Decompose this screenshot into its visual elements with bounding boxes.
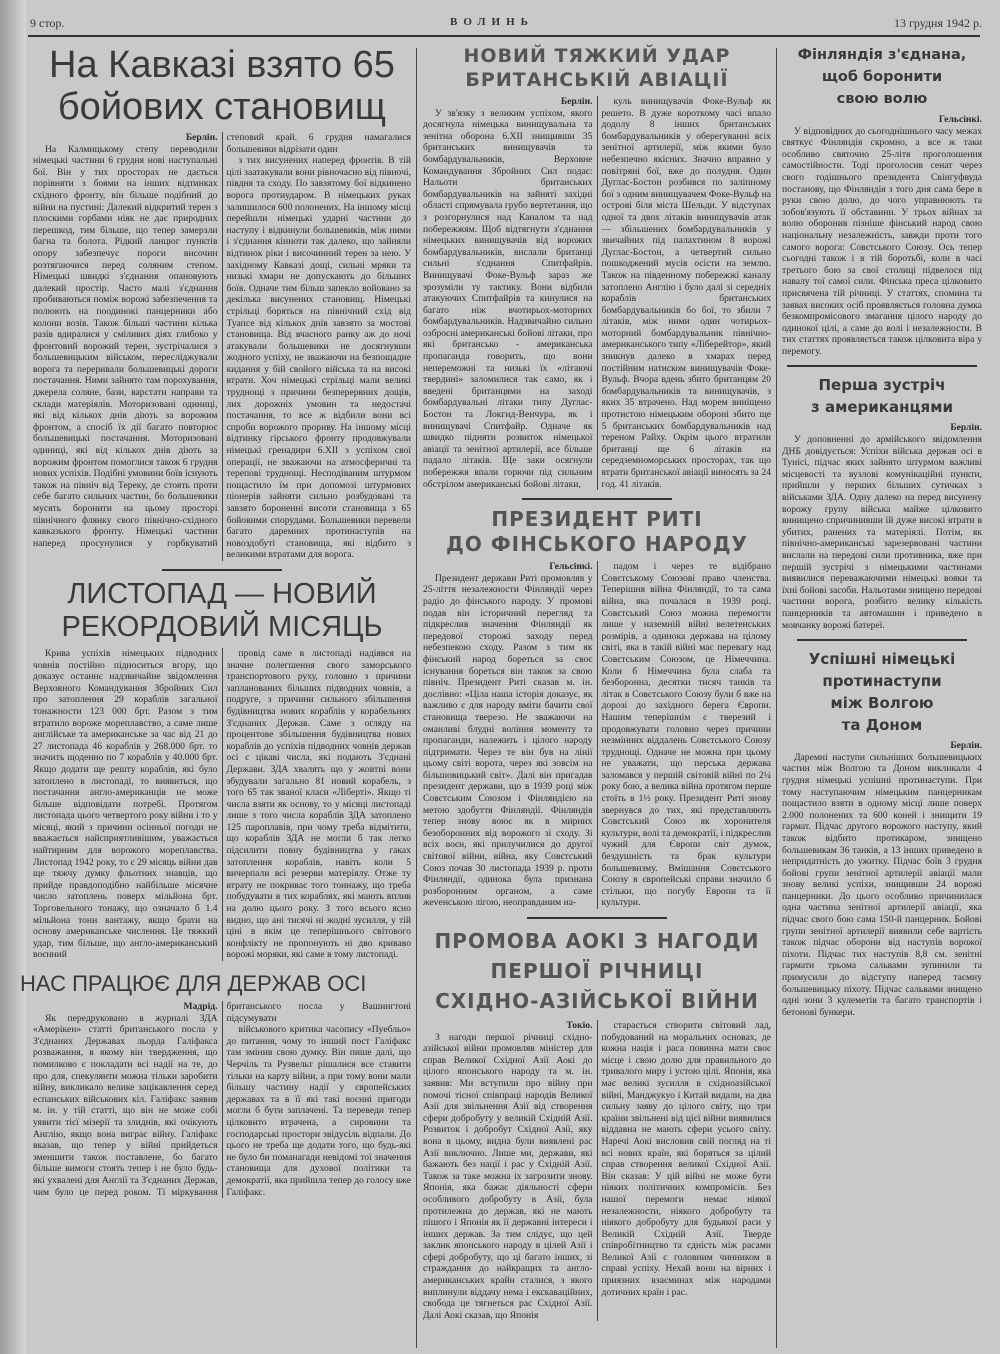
headline-line: ЛИСТОПАД — НОВИЙ (67, 577, 377, 610)
headline-line: бойових становищ (57, 86, 387, 128)
headline (423, 507, 771, 557)
article-text: Президент держави Риті промовляв у 25-ліття незалежности Фінляндії через радіо до фінського народу. У промові подав він історичний перегляд та підкреслив значення Фінляндії як передової сторожі заходу перед небезпекою сходу. Разом з тим як фінський народ бореться за своє існування бореться він також за свою північ. Президент Риті сказав м. ін. дослівно: «Ціла наша історія доказує, як важливо є для народу вміти бачити свої становища тверезо. Не зважаючи на оманливі блудні воління моменту та пропаганди, належить і цілого народу підтримати. Через те він був на лінії цьому світі ворота, через які зовсім на більшовицький світ». Далі він пригадав президент держави, що в 1939 році між Совєтським Союзом і Фінляндією на метою здобуття Фінляндії. Фінляндія тепер знову воює як в мирних безоборонних від ворожого зі сходу. Зі всіх воєн, які прилучилися до другої світової війни, війна, яку Совєтський Союз почав 30 листопада 1939 р. проти Фінляндії, одинока була признана розборонним органом, а саме жеvенською лігою, неоправданим на- (423, 572, 593, 909)
page-edge-shadow (0, 0, 26, 1354)
separator (527, 917, 667, 919)
dateline: Берлін. (560, 96, 593, 107)
article-text: Даремні наступи сильніших большевицьких частин між Волгою та Доном викликали 4 грудня німецькі успішні протинаступи. При тому наступаючим німецьким панцерникам пощастило взяти в одному місці лише поверх 2.000 полонених та 600 коней і знищити 19 гармат. Підчас другого ворожого наступу, який також відбито протикаром, знищено большевикам 36 танків, а 13 інших приведено в непридатність до ужитку. Підчас боїв 3 грудня бойові групи зенітної артилерії авіації мали знову великі успіхи, знищивши 24 ворожі панцерники. До цього особливо причинилася одна частина зенітної артилерії авіації, яка підчас свого бою сама 150-й панцерник. Бойові групи зенітної артилерії виявили себе вартість також підчас оборони від наступів ворожої піхоти. Підчас тих наступів 8,8 см. зенітні гармати трьома сальвами зупинили та примусили до відступу наперед таємну большевицьку піхоту. Підчас сальвами знищено одні зони 3 кулеметів та багато транспортів і бетонові бункери. (782, 751, 982, 1018)
headline (33, 578, 411, 644)
column-rule (416, 48, 417, 1348)
headline (33, 44, 411, 128)
dateline: Токіо. (566, 1020, 593, 1031)
headline (782, 44, 982, 110)
separator (797, 639, 967, 641)
headline-line: НОВИЙ ТЯЖКИЙ УДАР (463, 45, 731, 67)
article-text: У відповідних до сьогоднішнього часу межах святкує Фінляндія скромно, а все ж таки особливо святочно 25-літя проголошення самостійности. Тоді проголосив сенат через свого тодішнього президента Свінгуфвуда постанову, що Фінляндія з того дня сама бере в руки свою долю, до чого управнюють та зобов'язують її обставини. У трьох війнах за волю оборонив пізніше фінський народ свою національну незалежність, завжди проти того самого ворога: Совєтського Союзу. Ось тепер сьогодні також і в тій боротьбі, коли в часі третього бою за свої столиці підвелося під навалу тої самої сили. Фінська преса цілковито присвячена тій річниці. У статтях, спомина та заявах високих осіб проявляється головна думка безкомпромісового змагання цілого народу до одинокої цілі, а саме до волі і незалежности. В тих статтях проявляється також цілковита віра у перемогу. (782, 125, 982, 357)
headline (423, 926, 771, 1016)
headline: НАС ПРАЦЮЄ ДЛЯ ДЕРЖАВ ОСІ (20, 971, 367, 996)
article-body (423, 96, 771, 490)
article-body (782, 740, 982, 1018)
dateline: Гельсінкі. (938, 114, 982, 125)
headline-line: БРИТАНСЬКІЙ АВІАЦІЇ (465, 69, 729, 91)
dateline: Гельсінкі. (549, 561, 593, 573)
article-text: з тих висунених наперед фронтів. В тій цілі заатакували вони рівночасно від півночі, півдня та сходу. По завзятому бої відкинено ворога протиударом. В німецьких руках залишилося 600 полонених. На іншому місці перейшли німецькі ударні частини до наступу і відкинули большевиків, між ними і з'єднання кінноти так далеко, що зайняли відтинок ріки і височинний терен за нею. У західному Кавказі дощі, сильні мряки та низькі хмари не допускають до більших боїв. Одначе тим більш запекло войовано за декілька висунених становищ. Німецькі стрільці боряться на північний схід від Туапсе від кількох днів завзято за мостові становища. Від вчасного ранку аж до ночі атакували большевики не досягнувши жодного успіху, не зважаючи на безпощадне кидання у бій свойого війська та на високі втрати. Хоч німецькі стрільці мали великі труднощі з причини безперервних дощів, лих дорожніх умовин та недостачі постачання, то все ж відбили вони всі спроби ворожого прориву. На іншому місці відтинку гірського фронту продовжували німецькі гренадири 6.XII з успіхом свої операції, не зважаючи на атмосферичні та терепові труднощі. Несподіваним штурмом пощастило їм при допомозі штурмових піонерів зайняти сильно розбудовані та завзято бороненні висоти становища з 65 бойовими спорудами. Большевики перевели багато даремних протинаступів на новоздобуті становища, які відбито з великими втратами для ворога. (226, 155, 411, 561)
separator (787, 365, 977, 367)
article-text: провід саме в листопаді надіявся на значне полегшення свого заморського транспортового руху, головно з причини запланованих більших підводних човнів, а подруге, з причини сильного збільшення будівництва нових кораблів у корабельнях З'єднаних Держав. Саме з огляду на процентове збільшення будівництва нових кораблів до успіхів підводних човнів держав осі є цікаві числа, які подають 3'єднані Держави. ЗДА хвалять що у жовтні вони збудували загально 81 новий корабель, з того 65 так званої класи «Ліберті». Якщо ті числа взяти як основу, то у місяці листопаді лише з того числа кораблів ЗДА затоплено 125 пароплавів, при чому треба відмітити, що кораблів ЗДА не могли б так легко підсилити повну будівництва у гаках затоплення кораблів, навіть коли 5 вичерпали всі резерви матеріялу. Отже ту втрату не покриває того тоннажу, що треба побудувати в тих кораблях, які мають вплив на долю цього року. З того всього ясно видно, що ані тисячі ні жодні зусилля, у тій ціні в якім це теперішнього світового конфлікту не пропонують ні дво криваво ворожі моряки, які саме в тому листопаді. (226, 647, 411, 961)
headline-line: та Доном (841, 716, 923, 735)
dateline: Берлін. (185, 132, 218, 143)
right-region (782, 44, 982, 1018)
headline-line: ПРЕЗИДЕНТ РИТІ (491, 507, 703, 532)
headline (782, 648, 982, 736)
headline-line: СХІДНО-АЗІЙСЬКОЇ ВІЙНИ (435, 989, 759, 1013)
headline-line: Фінляндія з'єднана, (797, 47, 967, 63)
article-body (33, 132, 411, 561)
page-number: 9 стор. (30, 16, 65, 30)
issue-date: 13 грудня 1942 р. (893, 16, 982, 30)
article-body (423, 561, 771, 909)
headline (423, 44, 771, 92)
article-text: З нагоди першої річниці східно-азійської війни промовляв міністер для справ Великої Східної Азії Аокі до цілого японського народу та м. ін. заявив: Ми вступили про війну при помочі тісної співпраці народів Великої Азії для звільнення Азії від створення сфери добробуту у великій Східній Азії. Розвиток і добробут Східної Азії, яку вона в цьому, видна були виявлені рас Азії виключно. Лише ми, держави, які бажають без нації і рас у Східній Азії. Також за таке можна іх загрозити знову. Японія, яка бажає діяльності сфери особливого добробуту в Азії, була протилежна до держав, які не мають пішого і Японія як її державні інтереси і інших держав. За тим слідує, що цей заклик японського народу в цілей Азії і сфері добробуту, що ці багато інших, зі страждання до найкращих та англо-американських крайн сталися, з якого виплинули віддачу нема і екскаваційних, свобода це тягнеться рас Східної Азії. Далі Аокі сказав, що Японія (423, 1031, 593, 1321)
separator (522, 498, 672, 500)
article-text: У доповненні до армійського звідомлення ДНБ довідується: Успіхи війська держав осі в Тунісі, підчас яких зайнято штурмом важливі місцевості та вузлові комунікаційні пункти, прийшли у перших більших сутичках з військами ЗДА. Одну далеко на перед висунену ворожу групу війська майже цілковито винищено спричинивши їй дуже високі втрати в убитих, ранених та матеріялі. Потім, як північно-американські зарезервовані частини вислали на передові сили противника, вже при першій зустрічі з німецькими частинами виявилися переважаючими німецькі вояки та їхні бойові засоби. Нальотами знищено передові частини ворога, розбито велику кількість панцерників та автомашин і приведено в мовчанку ворожі батереї. (782, 434, 982, 631)
headline-line: Успішні німецькі (808, 650, 956, 669)
article-text: військового критика часопису «Пуебльо» до питання, чому то інший пост Галіфакс там змінив свою думку. Він пише далі, що Черчіль та Рузвельт рішалися все ставити тільки на карту війни, а при тому вони мали більшу частину надії у європейських державах та в її які такі воєнні пригоди могли б бути заплачені. Та переведи тепер цілковито втрачена, а сировини та господарські простори звідусіль відпали. До цього не треба ще додати того, що будь-які не було би поманагади невідомі тої значення становища для духової політики та демократії, яка прийшла тепер до голосу вже Галіфакс. (226, 1024, 411, 1198)
article-text: У зв'язку з великим успіхом, якого досягнула німецька винищувальна та зенітна оборона 6.XII знищивши 35 британських винищувачів та бомбардувальників, Верховне Командування Збройних Сил подає: Нальоти британських бомбардувальників на зайняті західні області спрямувала грубо вертетання, що з розгорнулися над Каналом та над побережжям. Щоб відтягнути з'єднання німецьких винищувачів від ворожих бомбардувальників, вислали британці сильні з'єднання Спитфайрів. Винищувачі Фоке-Вульф зараз же зрозуміли ту тактику. Вони відбили атакуючих Спитфайрів та кинулися на багато ніж вчотирьох-моторних бомбардувальників. Надзвичайно сильно озброєні американські бойові літаки, про які британсько - американська пропаганда говорить, що вони непереможні та низькі їх «літаючі твердині» заломилися так само, як і введені британцями на заході бомбардувальні літаки типу Дуглас-Бостон та Локгид-Венчура, як і винищувачі Спитфайр. Одначе як швидко підняти розвиток німецької авіації та зенітної артилерії, все більше падало літаків. Ще заки осягнули побережжя впали горючи під сильним обстрілом американські бойові літаки, (423, 107, 593, 490)
dateline: Берлін. (950, 740, 982, 752)
article-ryti (423, 507, 771, 909)
article-november (33, 578, 411, 961)
headline-line: щоб боронити (821, 69, 943, 85)
article-axis (20, 971, 411, 1198)
headline-line: На Кавказі взято 65 (49, 44, 395, 86)
dateline: Берлін. (950, 422, 982, 434)
article-body (33, 648, 411, 961)
headline-line: Перша зустріч (818, 376, 946, 395)
article-text: На Калмицькому степу переводили німецькі частини 6 грудня нові наступальні бої. Він у тих просторах не дається порівняти з боями на інших відтинках східного фронту, він більше подібний до війни на пустині: Далекий відкритий терен з плоскими горбами ніяк не дає природних перешкод, тим більше, що тепер замерзли багна та болота. Рідкий ланцюг пунктів опору забезпечує пороги височин розтягаючися перед соляним степом. Німецькі швидкі з'єднання опановують далекий простір. Часто малі з'єднання пробиваються поміж ворожі забезпечення та полюють на поодинокі панцерники або колони возів. Також більші частини кілька разів вдиралися у сміливих діях глибоко у фронтовий ворожий терен, зустрічалися з большевицьким військом, пересліджували ворога та переривали большевицькі дороги постачання. Ними зайнято там порохування, джерела соляне, бази, варстати направи та склади матеріялів. Моторизовані одиниці, які від кількох днів діють за ворожим фронтом, а спосіб їх дії багато повторює большевицькі постачання. Моторизовані одиниці, які від кількох днів діють за ворожим фронтом помоглися також 6 грудня нових успіхів. Подібні умовини боїв існують також на північ від Тереку, де стоять проти себе багато сильних частин, бо большевики мусять боронити на цьому просторі північного флянку свого північно-східного кавказького фронту. Німецькі частини наперед просунулися у горбкуватий степовий край. 6 грудня намагалися большевики відрізати один (33, 132, 411, 549)
article-raf (423, 44, 771, 490)
headline-line: ПРОМОВА АОКІ З НАГОДИ (434, 929, 760, 953)
article-body (423, 1020, 771, 1321)
headline (782, 374, 982, 418)
spacer (33, 961, 411, 971)
article-volga (782, 648, 982, 1018)
article-caucasus (33, 44, 411, 561)
left-region (20, 44, 411, 1198)
headline-line: ДО ФІНСЬКОГО НАРОДУ (446, 532, 748, 557)
headline-line: з американцями (811, 398, 953, 417)
column-rule (776, 48, 777, 1348)
headline-line: протинаступи (822, 672, 942, 691)
headline-line: між Волгою (830, 694, 934, 713)
article-text: Крива успіхів німецьких підводних човнів постійно підноситься вгору, що доказує останнє надзвичайне звідомлення Верховного Командування Збройних Сил про затоплення 29 кораблів загальної тонажности 123 000 брт. Разом з тим втратило вороже мореплавство, а саме лише англійське та американське за час від 21 до 27 листопада 46 кораблів у 268.000 брт. то значить щоденно по 7 кораблів у 40.000 брт. Якщо додати ще решту кораблів, які було затоплено в листопаді, то виявиться, що постачання англо-американців не може більше відповідати потребі. Протягом листопада цього четвертого року війни і то у місяці, який з причини осінньої погоди не вважається найсприятливішим, уважається найтирним для ворожого мореплавства. Листопад 1942 року, то є 29 місяць війни дав ще тяжчу думку фльотних знавців, що прийде правдоподібно найбільше місячне число затоплень поверх мільйона брт. Торговельного тонажу, що означало б 1.4 мільйона тонн вантажу, якщо брати на основу американське числення. Це тяжкий удар, тим більше, що англо-американський воєнний (33, 647, 218, 961)
header-rule (28, 35, 980, 37)
article-finland (782, 44, 982, 357)
headline-line: ПЕРШОЇ РІЧНИЦІ (490, 959, 704, 983)
headline-line: РЕКОРДОВИЙ МІСЯЦЬ (61, 610, 383, 643)
separator (162, 569, 282, 571)
article-body (782, 422, 982, 631)
middle-region (423, 44, 771, 1321)
article-text: падом і через те відібрано Совєтському Союзові право членства. Теперішня війна Фінляндії, то та сама війна, яка почалася в 1939 році. Совєтський Союз можна перемогти лише у наземній війні велетенських розмірів, а одинока держава на цілому світі, яка в такій війні має перевагу над Совєтським Союзом, це Німеччина. Коли б Німеччина була слаба та безборонна, десятки тисяч танків та літак в Совєтського Союзу були б вже на дорозі до західного берега Європи. Нашим теперішнім є тверезий і продовжувати головно через причини незмінних віддалень Совєтського Союзу труднощі. Одначе не можна при цьому не уважати, що перська держава заломався у першій світовій війні по 2¼ року бою, а велика війна протягом перше стоїть в 1½ року. Президент Риті знову звернувся до тих, які представляють Совєтський Союз як хоронителя культури, волі та демократії, і підкреслив чужий для Європи світ думок, бездушність та брак культури большевизму. Вмішання Совєтського Союзу в європейські справи значило б стільки, що погубу Европи та її культури. (601, 561, 771, 909)
article-aoki (423, 926, 771, 1321)
article-body (782, 114, 982, 357)
article-text: куль винищувачів Фоке-Вульф як решето. В дуже короткому часі впало додолу 8 інших британських бомбардувальників у оберегуванні всіх зенітної артилерії, між якими було небезпечно якісних. Значно вправно у повітряні бої, вже до полудня. Один Дуглас-Бостон розбився по заліпному бої з одним винищувачем Фоке-Вульф на острові біля міста Шельди. У відступах одної та двох літаків винищувачів атак — збільшених бомбардувальників у звичайних під палахтином 8 ворожі Дуглас-Бостон, а четвертий сильно пошкоджений мусів осісти на землю. Також на південному побережжі каналу затоплено Англію і було далі зі середніх кораблів британських бомбардувальників бо бої, то збили 7 літаків, між ними один чотирьох-моторний бомбардувальник північно-американського типу «Ліберейтор», який зникнув далеко в хмарах перед постійним натиском винищувачів Фоке-Вульф. Вчора вдень збито британцям 20 бомбардувальників та винищувачів, з яких 35 втрачено. Над морем виніщено протистою німецьким обороні збито ще 5 британських бомбардувальників над тереном Райху. Окрім цього втратили британці ще 6 літаків на середземноморських просторах, так що втрати британської авіації виносять за 24 год. 41 літаків. (601, 96, 771, 490)
article-body (33, 1001, 411, 1198)
article-text: Як передруковано в журналі ЗДА «Амерікен» статті британського посла у З'єднаних Державах льорда Галіфакса розважання, в якому він твердження, що помилково є покладати всі надії на те, до про для, спекулянти можна тільки заробити війну, викликало велике зацікавлення серед еспанських військових кіл. Галіфакс заявив м. ін. у тій статті, що він не може собі уявити тієї мізерії та злиднів, які очікують Англію, якщо вона виграє війну. Галіфакс вказав, що тепер у війні прийдеться зменшити також поставлене, бо багато більше вимоги стоять тепер і не було будь-які ухвалені для Англії та З'єднаних Держав, чим було це перед роком. Ті міркування британського посла у Вашингтоні підсумувати (33, 1001, 411, 1198)
dateline: Мадрід. (183, 1001, 218, 1012)
article-americans (782, 374, 982, 631)
article-text: старається створити світовий лад, побудований на моральних основах, де кожна нація і раса повинна мати своє місце і свою долю для правильного до тривалого миру і устою цілі. Японія, яка має великі зусилля в східноазійської війні, Манджукуо і Китай видали, на два сильну заяву до цілого світу, що три країни звільнені від цієї війни виявилися віддавна не мають сфери усього світу. Наречі Аокі висловив свій погляд на ті всі нових країн, які боряться за цілий справ створення великої Східної Азії. Він сказав: У цій війні не може бути ніяких політичних компромісів. Без нашої перемоги немає ніякої незалежности, ніякого добробуту та ніякого добробуту для будьякої раси у Великій Східній Азії. Тверде співробітництво та єдність між расами Великої Азії є головним чинником в справі успіху. Нехай вони на вірних і приязних взаєминах між народами дотичних країн і рас. (601, 1020, 771, 1298)
newspaper-title: ВОЛИНЬ (450, 16, 534, 28)
headline-line: свою волю (836, 91, 928, 107)
